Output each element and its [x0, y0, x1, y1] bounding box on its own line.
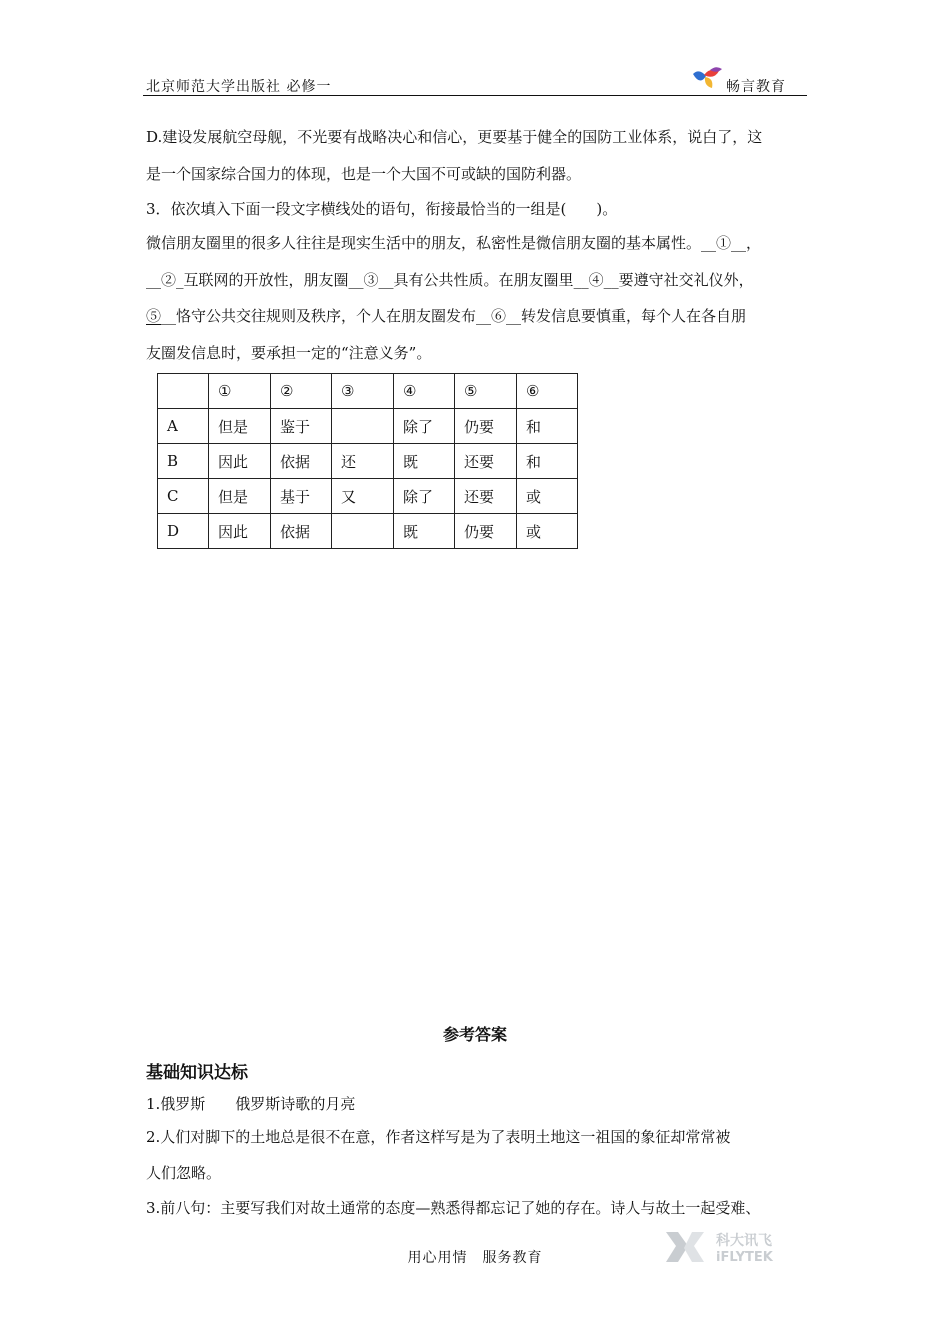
table-cell: 还 — [332, 444, 394, 479]
table-cell: 除了 — [394, 479, 455, 514]
passage-text: 要遵守社交礼仪外， — [618, 271, 754, 289]
answer-3-line-1: 3.前八句：主要写我们对故土通常的态度—熟悉得都忘记了她的存在。诗人与故土一起受难、 — [146, 1199, 761, 1217]
table-cell: 或 — [517, 479, 578, 514]
passage-text: 互联网的开放性，朋友圈 — [183, 271, 349, 289]
options-table — [157, 373, 578, 549]
table-row — [158, 514, 578, 549]
table-cell: D — [158, 514, 209, 549]
table-cell: 但是 — [209, 479, 271, 514]
table-cell: 既 — [394, 514, 455, 549]
answer-2-line-1: 2.人们对脚下的土地总是很不在意，作者这样写是为了表明土地这一祖国的象征却常常被 — [146, 1128, 731, 1146]
passage-text: 具有公共性质。在朋友圈里 — [393, 271, 574, 289]
passage-text: __恪守公共交往规则及秩序，个人在朋友圈发布 — [161, 307, 477, 325]
header-brand: 畅言教育 — [726, 79, 786, 95]
answers-title: 参考答案 — [442, 1025, 507, 1044]
passage-text: ， — [746, 234, 762, 252]
option-d-line-1: D.建设发展航空母舰，不光要有战略决心和信心，更要基于健全的国防工业体系，说白了，这 — [146, 128, 763, 146]
header-title: 北京师范大学出版社 必修一 — [146, 79, 332, 95]
table-cell: 还要 — [455, 444, 517, 479]
table-cell — [332, 409, 394, 444]
table-cell: 依据 — [271, 514, 332, 549]
table-cell: ⑤ — [455, 374, 517, 409]
table-cell: 或 — [517, 514, 578, 549]
table-cell: 仍要 — [455, 514, 517, 549]
iflytek-logo-en: iFLYTEK — [716, 1250, 773, 1265]
question-3-passage-line-4: 友圈发信息时，要承担一定的“注意义务”。 — [146, 344, 432, 362]
blank-4: __④__ — [573, 271, 619, 289]
table-cell: ④ — [394, 374, 455, 409]
table-cell: ② — [271, 374, 332, 409]
blank-2: __②_ — [146, 271, 184, 289]
iflytek-logo-icon — [662, 1228, 792, 1266]
table-cell: 除了 — [394, 409, 455, 444]
blank-3: __③__ — [348, 271, 394, 289]
question-3-passage-line-2 — [146, 270, 754, 290]
table-cell: 又 — [332, 479, 394, 514]
table-cell: ③ — [332, 374, 394, 409]
question-3-stem: 3．依次填入下面一段文字横线处的语句，衔接最恰当的一组是( )。 — [146, 200, 618, 218]
table-cell: ⑥ — [517, 374, 578, 409]
question-3-passage-line-1 — [146, 233, 761, 253]
option-d-line-2: 是一个国家综合国力的体现，也是一个大国不可或缺的国防利器。 — [146, 165, 582, 183]
table-cell: A — [158, 409, 209, 444]
table-cell: 依据 — [271, 444, 332, 479]
iflytek-logo-cn: 科大讯飞 — [716, 1233, 772, 1249]
table-cell: 既 — [394, 444, 455, 479]
table-row — [158, 479, 578, 514]
table-row — [158, 444, 578, 479]
passage-text: 转发信息要慎重，每个人在各自朋 — [521, 307, 747, 325]
table-cell: ① — [209, 374, 271, 409]
table-cell: 和 — [517, 409, 578, 444]
passage-text: 微信朋友圈里的很多人往往是现实生活中的朋友，私密性是微信朋友圈的基本属性。 — [146, 234, 702, 252]
changyan-logo-icon — [690, 66, 724, 92]
table-cell: 因此 — [209, 444, 271, 479]
table-cell: 但是 — [209, 409, 271, 444]
header-rule — [143, 95, 807, 96]
table-header-row — [158, 374, 578, 409]
footer-slogan: 用心用情 服务教育 — [407, 1250, 543, 1266]
table-cell: 还要 — [455, 479, 517, 514]
question-3-passage-line-3 — [146, 306, 746, 326]
section-title: 基础知识达标 — [146, 1063, 248, 1083]
table-cell: 和 — [517, 444, 578, 479]
blank-5: ⑤ — [146, 307, 162, 325]
table-cell: 鉴于 — [271, 409, 332, 444]
table-row — [158, 409, 578, 444]
table-cell — [158, 374, 209, 409]
answer-1: 1.俄罗斯 俄罗斯诗歌的月亮 — [146, 1095, 356, 1113]
table-cell: 基于 — [271, 479, 332, 514]
blank-6: __⑥__ — [476, 307, 522, 325]
table-cell: B — [158, 444, 209, 479]
table-cell: 仍要 — [455, 409, 517, 444]
answer-2-line-2: 人们忽略。 — [146, 1164, 222, 1182]
table-cell: C — [158, 479, 209, 514]
table-cell: 因此 — [209, 514, 271, 549]
blank-1: __①__ — [701, 234, 747, 252]
table-cell — [332, 514, 394, 549]
